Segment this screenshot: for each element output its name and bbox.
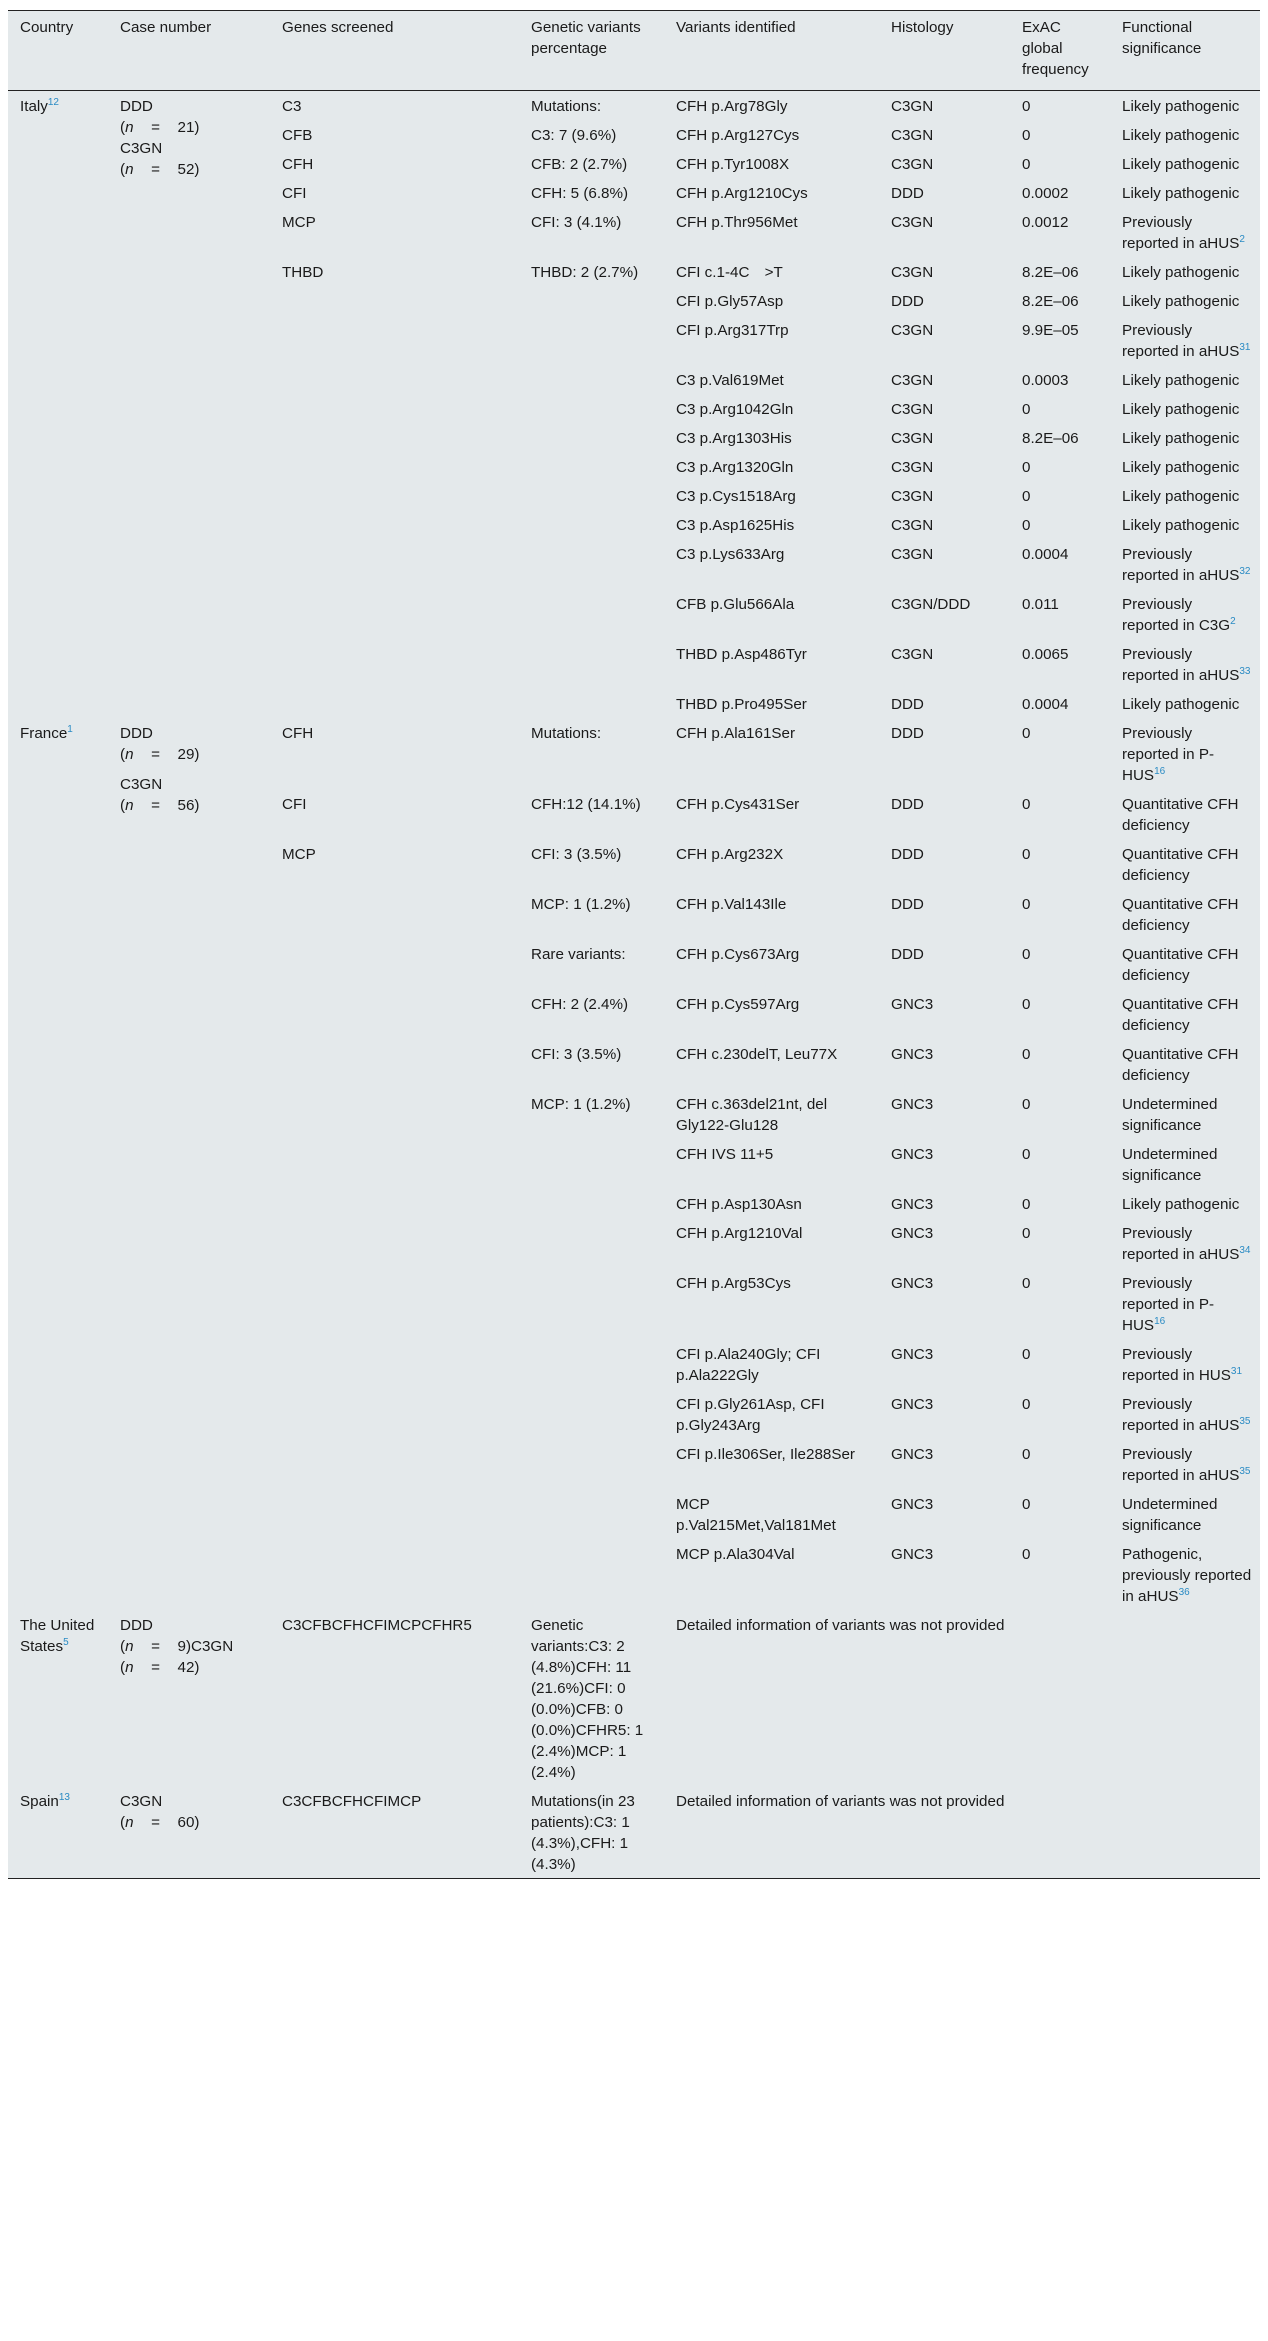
- gene-cell: THBD: [282, 264, 324, 281]
- variant-cell: CFH p.Cys597Arg: [676, 996, 800, 1013]
- variant-cell: C3 p.Arg1042Gln: [676, 401, 794, 418]
- histology-cell: GNC3: [891, 1196, 934, 1213]
- significance-cell: [1110, 481, 1260, 510]
- case-count: (n = 52): [120, 161, 200, 178]
- histology-cell: GNC3: [891, 1275, 934, 1292]
- variant-cell: C3 p.Arg1320Gln: [676, 459, 794, 476]
- significance-text: Likely pathogenic: [1122, 264, 1240, 281]
- italy-row: [8, 91, 1260, 121]
- significance-text: Likely pathogenic: [1122, 696, 1240, 713]
- frequency-cell: 0.0012: [1022, 214, 1069, 231]
- significance-text: Undetermined significance: [1122, 1096, 1218, 1134]
- significance-cell: [1110, 120, 1260, 149]
- gene-cell: CFB: [282, 127, 313, 144]
- equals-sign: =: [151, 797, 160, 814]
- variant-cell: THBD p.Pro495Ser: [676, 696, 807, 713]
- significance-cell: [1110, 91, 1260, 121]
- variant-cell: C3 p.Asp1625His: [676, 517, 795, 534]
- n-symbol: n: [125, 797, 134, 814]
- histology-cell: DDD: [891, 796, 924, 813]
- variant-cell: CFH p.Arg127Cys: [676, 127, 800, 144]
- variant-cell: CFH p.Arg1210Cys: [676, 185, 808, 202]
- percentage-cell: Mutations:: [531, 725, 602, 742]
- case-label: DDD: [120, 98, 153, 115]
- histology-cell: GNC3: [891, 1146, 934, 1163]
- histology-cell: DDD: [891, 725, 924, 742]
- significance-text: Previously reported in aHUS: [1122, 546, 1240, 584]
- variant-cell: CFH p.Val143Ile: [676, 896, 787, 913]
- frequency-cell: 0: [1022, 459, 1031, 476]
- significance-text: Previously reported in aHUS: [1122, 646, 1240, 684]
- variant-cell: CFI p.Ala240Gly; CFI p.Ala222Gly: [676, 1346, 821, 1384]
- significance-text: Quantitative CFH deficiency: [1122, 1046, 1239, 1084]
- percentage-cell: Rare variants:: [531, 946, 626, 963]
- significance-cell: [1110, 1339, 1260, 1389]
- histology-cell: C3GN: [891, 459, 934, 476]
- variant-cell: THBD p.Asp486Tyr: [676, 646, 807, 663]
- frequency-cell: 0: [1022, 896, 1031, 913]
- frequency-cell: 0: [1022, 517, 1031, 534]
- header-exac-frequency: ExAC global frequency: [1010, 11, 1110, 91]
- case-number-cell: [108, 1786, 270, 1879]
- variant-cell: CFH p.Arg53Cys: [676, 1275, 791, 1292]
- significance-text: Previously reported in C3G: [1122, 596, 1231, 634]
- genetic-variants-table: [8, 10, 1260, 1879]
- variant-cell: CFH p.Thr956Met: [676, 214, 798, 231]
- frequency-cell: 8.2E–06: [1022, 264, 1079, 281]
- histology-cell: C3GN: [891, 372, 934, 389]
- significance-text: Quantitative CFH deficiency: [1122, 896, 1239, 934]
- equals-sign: =: [151, 161, 160, 178]
- gene-cell: MCP: [282, 846, 316, 863]
- significance-cell: [1110, 989, 1260, 1039]
- equals-sign: =: [151, 1814, 160, 1831]
- significance-cell: [1110, 207, 1260, 257]
- case-count-value: 42): [177, 1659, 200, 1676]
- variant-cell: C3 p.Val619Met: [676, 372, 784, 389]
- variant-cell: CFH p.Arg232X: [676, 846, 784, 863]
- variant-cell: CFH IVS 11+5: [676, 1146, 774, 1163]
- gene-cell: CFH: [282, 156, 314, 173]
- significance-cell: [1110, 639, 1260, 689]
- n-symbol: n: [125, 746, 134, 763]
- header-variants-percentage: Genetic variants percentage: [519, 11, 664, 91]
- histology-cell: DDD: [891, 946, 924, 963]
- histology-cell: GNC3: [891, 1225, 934, 1242]
- header-country: Country: [8, 11, 108, 91]
- significance-text: Likely pathogenic: [1122, 372, 1240, 389]
- significance-cell: [1110, 1039, 1260, 1089]
- histology-cell: DDD: [891, 185, 924, 202]
- frequency-cell: 0: [1022, 1196, 1031, 1213]
- case-label: C3GN: [120, 140, 163, 157]
- histology-cell: DDD: [891, 696, 924, 713]
- case-count: (n = 56): [120, 797, 200, 814]
- significance-text: Likely pathogenic: [1122, 517, 1240, 534]
- case-number-cell: [108, 91, 270, 719]
- percentage-cell: C3: 7 (9.6%): [531, 127, 617, 144]
- variant-cell: MCP p.Val215Met,Val181Met: [676, 1496, 836, 1534]
- frequency-cell: 0: [1022, 1446, 1031, 1463]
- significance-text: Likely pathogenic: [1122, 430, 1240, 447]
- significance-text: Previously reported in aHUS: [1122, 1396, 1240, 1434]
- significance-text: Previously reported in aHUS: [1122, 214, 1240, 252]
- histology-cell: DDD: [891, 846, 924, 863]
- significance-cell: [1110, 257, 1260, 286]
- france-row: [8, 718, 1260, 789]
- case-number-cell: [108, 1610, 270, 1786]
- variant-cell: CFI c.1-4C >T: [676, 264, 783, 281]
- frequency-cell: 0: [1022, 725, 1031, 742]
- equals-sign: =: [151, 746, 160, 763]
- gene-cell: CFH: [282, 725, 314, 742]
- percentage-cell: Genetic variants:C3: 2 (4.8%)CFH: 11 (21.6%)CFI: 0 (0.0%)CFB: 0 (0.0%)CFHR5: 1 (2.4%)MCP: 1 (2.4%): [531, 1617, 644, 1781]
- frequency-cell: 0.0004: [1022, 546, 1069, 563]
- significance-cell: [1110, 1389, 1260, 1439]
- us-row: [8, 1610, 1260, 1786]
- case-count-value: 60): [177, 1814, 200, 1831]
- histology-cell: C3GN: [891, 156, 934, 173]
- significance-cell: [1110, 939, 1260, 989]
- significance-text: Quantitative CFH deficiency: [1122, 946, 1239, 984]
- frequency-cell: 0: [1022, 1496, 1031, 1513]
- histology-cell: DDD: [891, 896, 924, 913]
- significance-cell: [1110, 149, 1260, 178]
- variant-cell: CFH p.Asp130Asn: [676, 1196, 802, 1213]
- country-name: The United States: [20, 1617, 95, 1655]
- significance-text: Previously reported in aHUS: [1122, 322, 1240, 360]
- reference-link: 35: [1239, 1415, 1251, 1427]
- percentage-cell: CFI: 3 (4.1%): [531, 214, 622, 231]
- case-count-value: 56): [177, 797, 200, 814]
- case-number-cell: [108, 718, 270, 1610]
- histology-cell: DDD: [891, 293, 924, 310]
- n-symbol: n: [125, 1659, 134, 1676]
- frequency-cell: 0: [1022, 1146, 1031, 1163]
- variant-cell: C3 p.Cys1518Arg: [676, 488, 796, 505]
- significance-cell: [1110, 1218, 1260, 1268]
- significance-cell: [1110, 1439, 1260, 1489]
- significance-cell: [1110, 178, 1260, 207]
- country-cell: [8, 91, 108, 719]
- case-count-value: 9)C3GN: [177, 1638, 234, 1655]
- frequency-cell: 0: [1022, 946, 1031, 963]
- histology-cell: GNC3: [891, 1496, 934, 1513]
- reference-link: 12: [47, 96, 59, 108]
- percentage-cell: MCP: 1 (1.2%): [531, 1096, 631, 1113]
- histology-cell: C3GN: [891, 488, 934, 505]
- case-count: (n = 21): [120, 119, 200, 136]
- reference-link: 34: [1239, 1244, 1251, 1256]
- spacer: [120, 765, 262, 774]
- frequency-cell: 0: [1022, 401, 1031, 418]
- histology-cell: C3GN: [891, 322, 934, 339]
- percentage-cell: CFH: 5 (6.8%): [531, 185, 629, 202]
- frequency-cell: 0: [1022, 1046, 1031, 1063]
- significance-text: Pathogenic, previously reported in aHUS: [1122, 1546, 1252, 1605]
- histology-cell: C3GN: [891, 401, 934, 418]
- significance-text: Likely pathogenic: [1122, 98, 1240, 115]
- frequency-cell: 0.0004: [1022, 696, 1069, 713]
- gene-cell: CFI: [282, 185, 307, 202]
- significance-text: Likely pathogenic: [1122, 156, 1240, 173]
- histology-cell: C3GN/DDD: [891, 596, 971, 613]
- histology-cell: GNC3: [891, 1446, 934, 1463]
- frequency-cell: 0.0002: [1022, 185, 1069, 202]
- frequency-cell: 0: [1022, 98, 1031, 115]
- significance-cell: [1110, 1268, 1260, 1339]
- significance-cell: [1110, 889, 1260, 939]
- variant-cell: CFH p.Cys673Arg: [676, 946, 800, 963]
- significance-text: Previously reported in aHUS: [1122, 1446, 1240, 1484]
- variant-cell: CFH p.Cys431Ser: [676, 796, 800, 813]
- variant-cell: CFI p.Arg317Trp: [676, 322, 789, 339]
- reference-link: 5: [63, 1636, 69, 1648]
- spain-row: [8, 1786, 1260, 1879]
- significance-cell: [1110, 589, 1260, 639]
- header-histology: Histology: [879, 11, 1010, 91]
- detail-cell: Detailed information of variants was not provided: [676, 1617, 1005, 1634]
- significance-cell: [1110, 286, 1260, 315]
- gene-cell: MCP: [282, 214, 316, 231]
- table-body: [8, 91, 1260, 1879]
- case-label: C3GN: [120, 776, 163, 793]
- n-symbol: n: [125, 1638, 134, 1655]
- case-count-value: 29): [177, 746, 200, 763]
- frequency-cell: 0: [1022, 846, 1031, 863]
- significance-cell: [1110, 452, 1260, 481]
- case-label: DDD: [120, 1617, 153, 1634]
- significance-text: Likely pathogenic: [1122, 1196, 1240, 1213]
- case-count: (n = 29): [120, 746, 200, 763]
- reference-link: 1: [67, 723, 73, 735]
- frequency-cell: 0: [1022, 1546, 1031, 1563]
- significance-text: Likely pathogenic: [1122, 185, 1240, 202]
- histology-cell: C3GN: [891, 98, 934, 115]
- significance-text: Likely pathogenic: [1122, 459, 1240, 476]
- n-symbol: n: [125, 1814, 134, 1831]
- histology-cell: C3GN: [891, 430, 934, 447]
- equals-sign: =: [151, 1638, 160, 1655]
- country-cell: [8, 718, 108, 1610]
- variant-cell: MCP p.Ala304Val: [676, 1546, 795, 1563]
- case-count: (n = 60): [120, 1814, 200, 1831]
- histology-cell: GNC3: [891, 1346, 934, 1363]
- frequency-cell: 0: [1022, 796, 1031, 813]
- significance-cell: [1110, 315, 1260, 365]
- frequency-cell: 0: [1022, 1396, 1031, 1413]
- significance-text: Quantitative CFH deficiency: [1122, 796, 1239, 834]
- country-name: France: [20, 725, 68, 742]
- significance-text: Previously reported in aHUS: [1122, 1225, 1240, 1263]
- reference-link: 16: [1154, 765, 1166, 777]
- frequency-cell: 0: [1022, 1225, 1031, 1242]
- frequency-cell: 0: [1022, 1275, 1031, 1292]
- variant-cell: CFI p.Ile306Ser, Ile288Ser: [676, 1446, 855, 1463]
- reference-link: 16: [1154, 1315, 1166, 1327]
- percentage-cell: MCP: 1 (1.2%): [531, 896, 631, 913]
- significance-text: Likely pathogenic: [1122, 127, 1240, 144]
- header-case-number: Case number: [108, 11, 270, 91]
- reference-link: 35: [1239, 1465, 1251, 1477]
- variant-cell: CFI p.Gly261Asp, CFI p.Gly243Arg: [676, 1396, 825, 1434]
- case-count: (n = 42): [120, 1659, 200, 1676]
- reference-link: 2: [1230, 615, 1236, 627]
- equals-sign: =: [151, 1659, 160, 1676]
- gene-cell: CFI: [282, 796, 307, 813]
- country-cell: [8, 1786, 108, 1879]
- histology-cell: GNC3: [891, 1046, 934, 1063]
- gene-cell: C3: [282, 98, 302, 115]
- significance-cell: [1110, 365, 1260, 394]
- significance-text: Quantitative CFH deficiency: [1122, 996, 1239, 1034]
- histology-cell: GNC3: [891, 1396, 934, 1413]
- significance-cell: [1110, 510, 1260, 539]
- header-variants-identified: Variants identified: [664, 11, 879, 91]
- frequency-cell: 0.011: [1022, 596, 1059, 613]
- significance-cell: [1110, 839, 1260, 889]
- frequency-cell: 0: [1022, 1096, 1031, 1113]
- variant-cell: CFH p.Arg1210Val: [676, 1225, 803, 1242]
- percentage-cell: Mutations(in 23 patients):C3: 1 (4.3%),CFH: 1 (4.3%): [531, 1793, 635, 1873]
- percentage-cell: CFI: 3 (3.5%): [531, 1046, 622, 1063]
- case-count-value: 21): [177, 119, 200, 136]
- significance-cell: [1110, 789, 1260, 839]
- table-header: [8, 11, 1260, 91]
- country-name: Spain: [20, 1793, 59, 1810]
- significance-text: Undetermined significance: [1122, 1146, 1218, 1184]
- histology-cell: GNC3: [891, 996, 934, 1013]
- significance-cell: [1110, 394, 1260, 423]
- histology-cell: GNC3: [891, 1096, 934, 1113]
- histology-cell: C3GN: [891, 646, 934, 663]
- variant-cell: CFH p.Tyr1008X: [676, 156, 790, 173]
- percentage-cell: CFB: 2 (2.7%): [531, 156, 628, 173]
- variant-cell: CFI p.Gly57Asp: [676, 293, 784, 310]
- reference-link: 2: [1239, 233, 1245, 245]
- significance-text: Previously reported in P-HUS: [1122, 1275, 1215, 1334]
- frequency-cell: 8.2E–06: [1022, 430, 1079, 447]
- significance-text: Quantitative CFH deficiency: [1122, 846, 1239, 884]
- case-count-value: 52): [177, 161, 200, 178]
- variant-cell: CFB p.Glu566Ala: [676, 596, 795, 613]
- reference-link: 32: [1239, 565, 1251, 577]
- variant-cell: CFH c.363del21nt, del Gly122-Glu128: [676, 1096, 828, 1134]
- frequency-cell: 0.0003: [1022, 372, 1069, 389]
- n-symbol: n: [125, 161, 134, 178]
- percentage-cell: CFH: 2 (2.4%): [531, 996, 629, 1013]
- histology-cell: C3GN: [891, 546, 934, 563]
- frequency-cell: 0.0065: [1022, 646, 1069, 663]
- frequency-cell: 0: [1022, 1346, 1031, 1363]
- significance-text: Likely pathogenic: [1122, 293, 1240, 310]
- variant-cell: CFH p.Ala161Ser: [676, 725, 796, 742]
- significance-cell: [1110, 689, 1260, 718]
- significance-text: Previously reported in HUS: [1122, 1346, 1231, 1384]
- histology-cell: GNC3: [891, 1546, 934, 1563]
- significance-cell: [1110, 1539, 1260, 1610]
- significance-cell: [1110, 1089, 1260, 1139]
- equals-sign: =: [151, 119, 160, 136]
- significance-cell: [1110, 718, 1260, 789]
- significance-text: Undetermined significance: [1122, 1496, 1218, 1534]
- reference-link: 33: [1239, 665, 1251, 677]
- gene-cell: C3CFBCFHCFIMCP: [282, 1793, 422, 1810]
- histology-cell: C3GN: [891, 214, 934, 231]
- country-cell: [8, 1610, 108, 1786]
- percentage-cell: Mutations:: [531, 98, 602, 115]
- percentage-cell: CFH:12 (14.1%): [531, 796, 641, 813]
- variant-cell: CFH p.Arg78Gly: [676, 98, 788, 115]
- case-count: (n = 9)C3GN: [120, 1638, 234, 1655]
- reference-link: 31: [1230, 1365, 1243, 1377]
- percentage-cell: CFI: 3 (3.5%): [531, 846, 622, 863]
- significance-text: Likely pathogenic: [1122, 401, 1240, 418]
- reference-link: 31: [1239, 341, 1251, 353]
- frequency-cell: 0: [1022, 488, 1031, 505]
- significance-cell: [1110, 1489, 1260, 1539]
- detail-cell: Detailed information of variants was not provided: [676, 1793, 1005, 1810]
- reference-link: 36: [1178, 1586, 1190, 1598]
- reference-link: 13: [58, 1791, 70, 1803]
- variant-cell: CFH c.230delT, Leu77X: [676, 1046, 838, 1063]
- significance-text: Previously reported in P-HUS: [1122, 725, 1215, 784]
- case-label: C3GN: [120, 1793, 163, 1810]
- significance-text: Likely pathogenic: [1122, 488, 1240, 505]
- frequency-cell: 0: [1022, 156, 1031, 173]
- significance-cell: [1110, 1139, 1260, 1189]
- histology-cell: C3GN: [891, 127, 934, 144]
- header-functional-significance: Functional significance: [1110, 11, 1260, 91]
- percentage-cell: THBD: 2 (2.7%): [531, 264, 639, 281]
- significance-cell: [1110, 1189, 1260, 1218]
- frequency-cell: 0: [1022, 127, 1031, 144]
- n-symbol: n: [125, 119, 134, 136]
- variant-cell: C3 p.Arg1303His: [676, 430, 792, 447]
- significance-cell: [1110, 423, 1260, 452]
- variant-cell: C3 p.Lys633Arg: [676, 546, 785, 563]
- gene-cell: C3CFBCFHCFIMCPCFHR5: [282, 1617, 472, 1634]
- frequency-cell: 0: [1022, 996, 1031, 1013]
- header-genes-screened: Genes screened: [270, 11, 519, 91]
- case-label: DDD: [120, 725, 153, 742]
- country-name: Italy: [20, 98, 48, 115]
- histology-cell: C3GN: [891, 264, 934, 281]
- frequency-cell: 9.9E–05: [1022, 322, 1079, 339]
- significance-cell: [1110, 539, 1260, 589]
- frequency-cell: 8.2E–06: [1022, 293, 1079, 310]
- histology-cell: C3GN: [891, 517, 934, 534]
